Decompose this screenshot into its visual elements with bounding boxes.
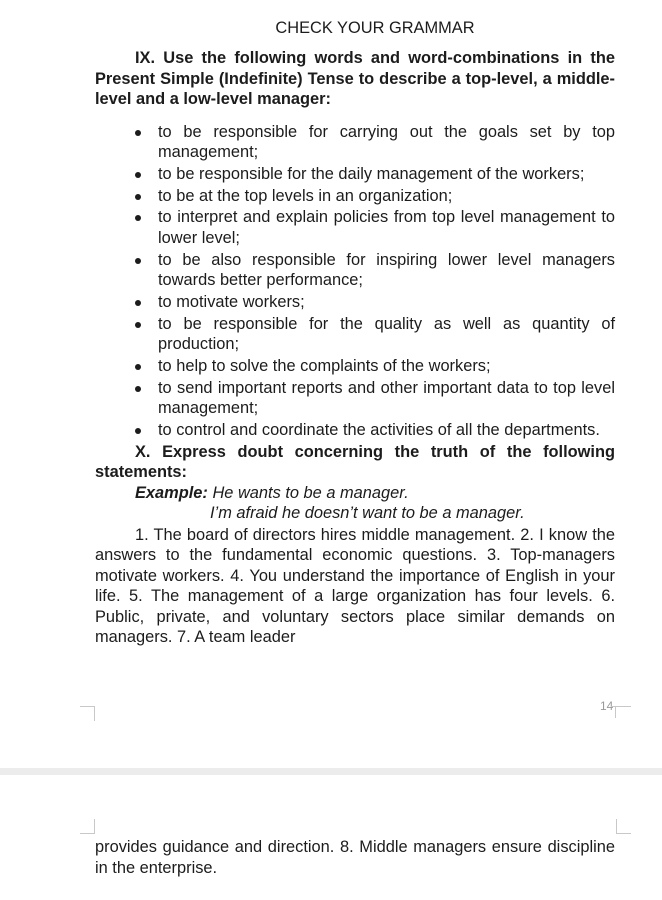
document-page-2 <box>0 775 662 900</box>
page-separator <box>0 768 662 775</box>
bullet-icon <box>135 386 141 392</box>
page-corner-mark <box>615 706 617 718</box>
list-item: to be responsible for the quality as well as quantity of production; <box>95 314 615 355</box>
bullet-icon <box>135 300 141 306</box>
list-item: to control and coordinate the activities of all the departments. <box>95 420 615 441</box>
bullet-icon <box>135 194 141 200</box>
example-line <box>95 483 615 504</box>
list-item: to be responsible for carrying out the goals set by top management; <box>95 122 615 163</box>
bullet-icon <box>135 172 141 178</box>
list-item: to be at the top levels in an organization; <box>95 186 615 207</box>
list-item: to send important reports and other important data to top level management; <box>95 378 615 419</box>
bullet-icon <box>135 258 141 264</box>
list-item: to be responsible for the daily management of the workers; <box>95 164 615 185</box>
statements-paragraph: 1. The board of directors hires middle management. 2. I know the answers to the fundamental economic questions. 3. Top-managers motivate workers. 4. You understand the importance of English in your life. 5. The management of a large organization has four levels. 6. Public, private, and voluntary sectors place similar demands on managers. 7. A team leader <box>95 525 615 647</box>
bullet-icon <box>135 364 141 370</box>
bullet-icon <box>135 322 141 328</box>
example-answer: I’m afraid he doesn’t want to be a manager. <box>210 504 525 523</box>
list-item: to interpret and explain policies from top level management to lower level; <box>95 207 615 248</box>
bullet-list <box>95 122 615 441</box>
page-1-body <box>95 48 615 648</box>
bullet-icon <box>135 215 141 221</box>
example-label: Example: <box>135 483 208 502</box>
list-item: to motivate workers; <box>95 292 615 313</box>
page-corner-mark <box>80 706 95 721</box>
exercise-x-heading: X. Express doubt concerning the truth of the following statements: <box>95 442 615 482</box>
page-corner-mark <box>616 819 631 834</box>
example-sentence: He wants to be a manager. <box>207 483 409 502</box>
page-title: CHECK YOUR GRAMMAR <box>275 19 475 37</box>
exercise-ix-heading: IX. Use the following words and word-combinations in the Present Simple (Indefinite) Tense to describe a top-level, a middle-level and a low-level manager: <box>95 49 615 108</box>
bullet-icon <box>135 130 141 136</box>
continuation-paragraph: provides guidance and direction. 8. Middle managers ensure discipline in the enterprise. <box>95 838 615 877</box>
page-corner-mark <box>611 706 631 721</box>
bullet-icon <box>135 428 141 434</box>
list-item: to be also responsible for inspiring lower level managers towards better performance; <box>95 250 615 291</box>
page-corner-mark <box>80 819 95 834</box>
page-number: 14 <box>600 699 614 713</box>
list-item: to help to solve the complaints of the workers; <box>95 356 615 377</box>
